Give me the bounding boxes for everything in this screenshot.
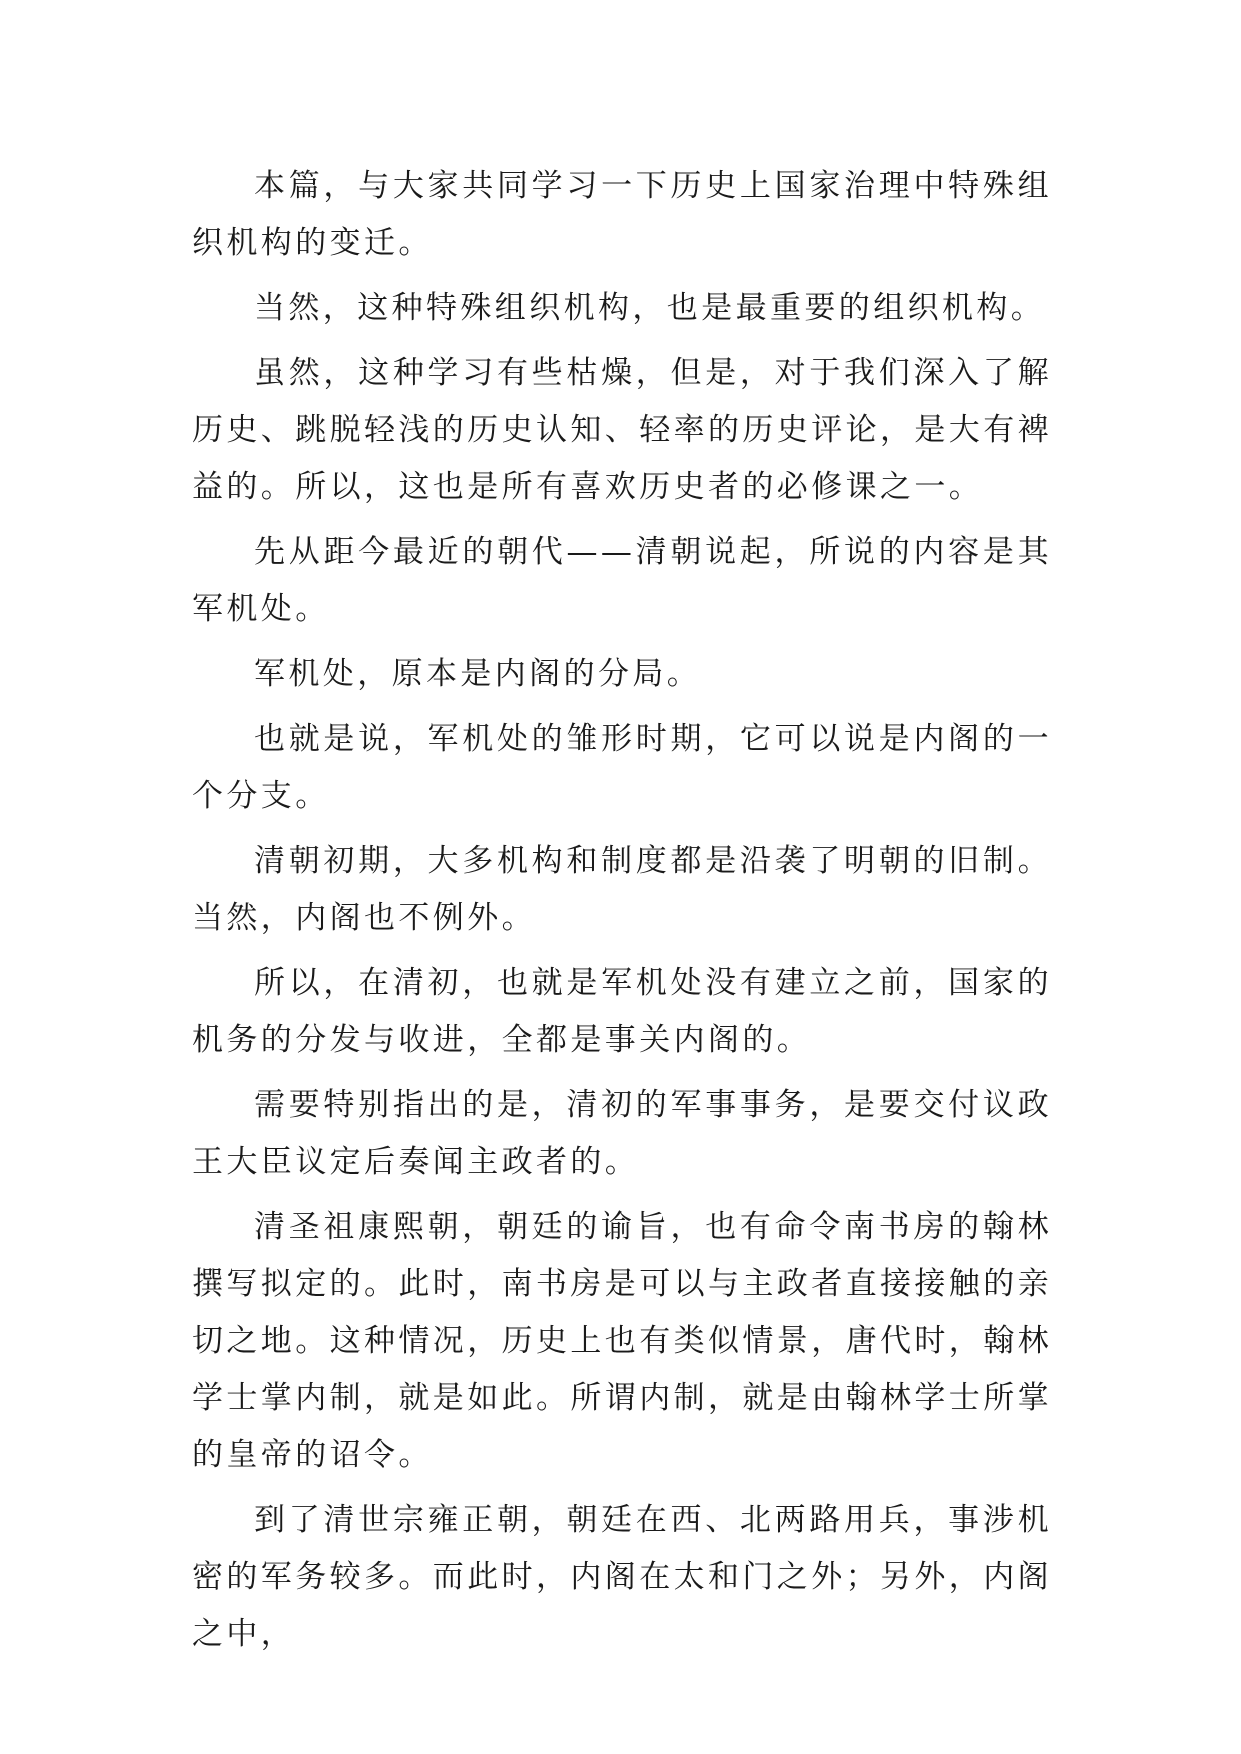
- paragraph-7: 清朝初期，大多机构和制度都是沿袭了明朝的旧制。当然，内阁也不例外。: [192, 843, 1052, 936]
- paragraph-3: 虽然，这种学习有些枯燥，但是，对于我们深入了解历史、跳脱轻浅的历史认知、轻率的历史评论，是大有裨益的。所以，这也是所有喜欢历史者的必修课之一。: [192, 355, 1052, 505]
- paragraph-1: 本篇，与大家共同学习一下历史上国家治理中特殊组织机构的变迁。: [192, 168, 1052, 261]
- paragraph-2: 当然，这种特殊组织机构，也是最重要的组织机构。: [254, 290, 1046, 326]
- paragraph-9: 需要特别指出的是，清初的军事事务，是要交付议政王大臣议定后奏闻主政者的。: [192, 1087, 1052, 1180]
- paragraph-5: 军机处，原本是内阁的分局。: [254, 656, 702, 692]
- paragraph-6: 也就是说，军机处的雏形时期，它可以说是内阁的一个分支。: [192, 721, 1052, 814]
- document-body: [192, 158, 1052, 1671]
- paragraph-8: 所以，在清初，也就是军机处没有建立之前，国家的机务的分发与收进，全都是事关内阁的。: [192, 965, 1052, 1058]
- paragraph-10: 清圣祖康熙朝，朝廷的谕旨，也有命令南书房的翰林撰写拟定的。此时，南书房是可以与主政者直接接触的亲切之地。这种情况，历史上也有类似情景，唐代时，翰林学士掌内制，就是如此。所谓内制，就是由翰林学士所掌的皇帝的诏令。: [192, 1209, 1052, 1473]
- paragraph-4: 先从距今最近的朝代——清朝说起，所说的内容是其军机处。: [192, 534, 1052, 627]
- paragraph-11: 到了清世宗雍正朝，朝廷在西、北两路用兵，事涉机密的军务较多。而此时，内阁在太和门之外；另外，内阁之中，: [192, 1502, 1052, 1652]
